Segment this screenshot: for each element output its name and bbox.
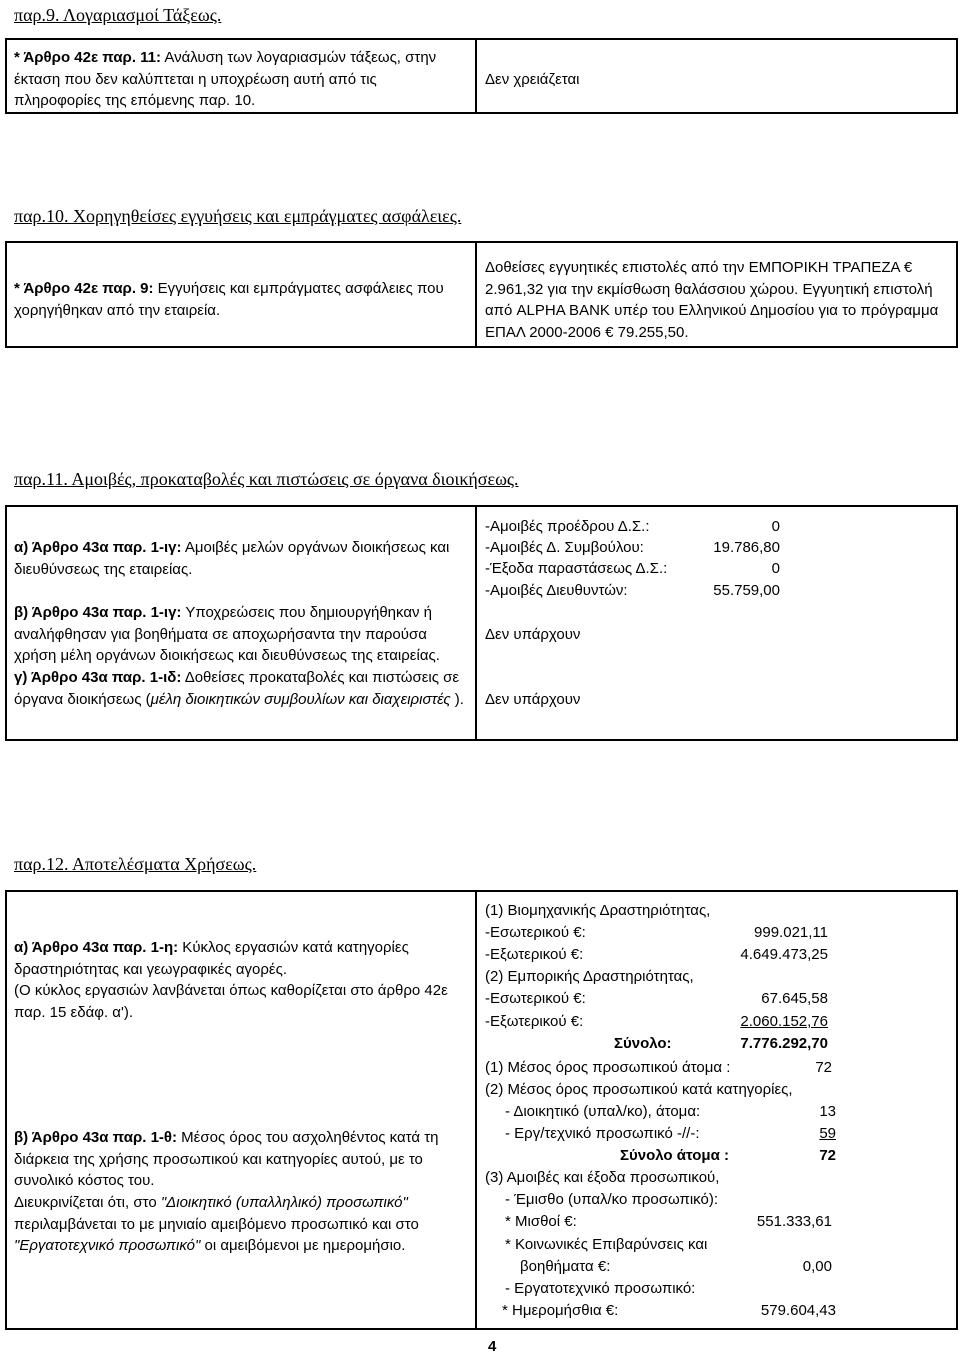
article-reference: β) Άρθρο 43α παρ. 1-θ: xyxy=(14,1129,178,1146)
staff-average-label: (1) Μέσος όρος προσωπικού άτομα : xyxy=(485,1059,731,1076)
staff-costs-title: (3) Αμοιβές και έξοδα προσωπικού, xyxy=(485,1169,720,1186)
turnover-total-value: 7.776.292,70 xyxy=(740,1035,828,1052)
cell-text: Κύκλος εργασιών κατά κατηγορίες δραστηριότητας και γεωγραφικές αγορές. xyxy=(14,939,409,978)
cell-text: ). xyxy=(450,690,464,708)
section-12-b-note xyxy=(14,1192,464,1257)
staff-social-value: 0,00 xyxy=(802,1258,832,1275)
cell-italic-text: μέλη διοικητικών συμβουλίων και διαχειριστές xyxy=(150,690,451,708)
staff-workers-label: - Εργ/τεχνικό προσωπικό -//-: xyxy=(505,1125,700,1142)
turnover-total-label: Σύνολο: xyxy=(614,1035,672,1052)
fee-row-label: -Αμοιβές Διευθυντών: xyxy=(485,582,628,599)
section-11-c-answer: Δεν υπάρχουν xyxy=(485,691,581,708)
article-reference: γ) Άρθρο 43α παρ. 1-ιδ: xyxy=(14,669,182,686)
turnover-label: -Εσωτερικού €: xyxy=(485,990,586,1007)
section-9-heading: παρ.9. Λογαριασμοί Τάξεως. xyxy=(14,5,222,25)
turnover-label: -Εξωτερικού €: xyxy=(485,1013,584,1030)
staff-social-label-cont: βοηθήματα €: xyxy=(520,1258,611,1275)
section-11-heading: παρ.11. Αμοιβές, προκαταβολές και πιστώσεις σε όργανα διοικήσεως. xyxy=(14,469,519,489)
section-10-right-cell: Δοθείσες εγγυητικές επιστολές από την ΕΜΠΟΡΙΚΗ ΤΡΑΠΕΖΑ € 2.961,32 για την εκμίσθωση θαλάσσιου χώρου. Εγγυητική επιστολή από ALPHA BANK υπέρ του Ελληνικού Δημοσίου για το πρόγραμμα ΕΠΑΛ 2000-2006 € 79.255,50. xyxy=(485,259,939,341)
turnover-label: -Εξωτερικού €: xyxy=(485,946,584,963)
page-number: 4 xyxy=(488,1338,497,1355)
fee-row-label: -Έξοδα παραστάσεως Δ.Σ.: xyxy=(485,560,668,577)
cell-text: Μέσος όρος του ασχοληθέντος κατά τη διάρκεια της χρήσης προσωπικού και κατηγορίες αυτού, με το συνολικό κόστος του. xyxy=(14,1129,439,1189)
column-divider xyxy=(475,507,477,739)
section-12-b-cell xyxy=(14,1127,464,1192)
turnover-value: 999.021,11 xyxy=(754,924,828,941)
fee-row-label: -Αμοιβές Δ. Συμβούλου: xyxy=(485,539,644,556)
staff-admin-value: 13 xyxy=(819,1103,836,1120)
article-reference: α) Άρθρο 43α παρ. 1-ιγ: xyxy=(14,539,182,556)
turnover-commercial-title: (2) Εμπορικής Δραστηριότητας, xyxy=(485,968,694,985)
article-reference: * Άρθρο 42ε παρ. 9: xyxy=(14,280,154,297)
cell-italic-text: "Εργατοτεχνικό προσωπικό" xyxy=(14,1237,201,1254)
article-reference: β) Άρθρο 43α παρ. 1-ιγ: xyxy=(14,604,182,621)
article-reference: α) Άρθρο 43α παρ. 1-η: xyxy=(14,939,179,956)
section-12-a-note: (Ο κύκλος εργασιών λανβάνεται όπως καθορίζεται στο άρθρο 42ε παρ. 15 εδάφ. α'). xyxy=(14,982,448,1021)
cell-text: περιλαμβάνεται το με μηνιαίο αμειβόμενο προσωπικό και στο xyxy=(14,1215,419,1233)
turnover-value: 67.645,58 xyxy=(761,990,828,1007)
staff-wages-label: * Ημερομήσθια €: xyxy=(502,1302,619,1319)
fee-row-label: -Αμοιβές προέδρου Δ.Σ.: xyxy=(485,518,650,535)
section-11-b-answer: Δεν υπάρχουν xyxy=(485,626,581,643)
staff-social-label: * Κοινωνικές Επιβαρύνσεις και xyxy=(505,1236,708,1253)
turnover-industrial-title: (1) Βιομηχανικής Δραστηριότητας, xyxy=(485,902,711,919)
fee-row-value: 0 xyxy=(771,518,780,535)
cell-text: Ανάλυση των λογαριασμών τάξεως, στην έκταση που δεν καλύπτεται η υποχρέωση αυτή από τις πληροφορίες της επόμενης παρ. 10. xyxy=(14,49,437,109)
section-11-b-cell xyxy=(14,602,464,667)
turnover-value: 2.060.152,76 xyxy=(740,1013,828,1030)
section-12-a-cell xyxy=(14,937,464,980)
section-11-a-cell xyxy=(14,537,464,580)
cell-text: Εγγυήσεις και εμπράγματες ασφάλειες που χορηγήθηκαν από την εταιρεία. xyxy=(14,280,444,319)
cell-text: Αμοιβές μελών οργάνων διοικήσεως και διευθύνσεως της εταιρείας. xyxy=(14,539,450,578)
section-10-left-cell xyxy=(14,278,464,321)
column-divider xyxy=(475,892,477,1328)
cell-italic-text: "Διοικητικό (υπαλληλικό) προσωπικό" xyxy=(160,1194,408,1211)
cell-text: οι αμειβόμενοι με ημερομήσιο. xyxy=(200,1237,406,1254)
staff-categories-title: (2) Μέσος όρος προσωπικού κατά κατηγορίες, xyxy=(485,1081,793,1098)
staff-total-value: 72 xyxy=(819,1147,836,1164)
fee-row-value: 19.786,80 xyxy=(713,539,780,556)
section-12-heading: παρ.12. Αποτελέσματα Χρήσεως. xyxy=(14,854,257,874)
section-11-c-cell xyxy=(14,667,464,710)
turnover-value: 4.649.473,25 xyxy=(740,946,828,963)
section-9-right-cell: Δεν χρειάζεται xyxy=(485,71,580,88)
column-divider xyxy=(475,243,477,346)
staff-workers-cost-title: - Εργατοτεχνικό προσωπικό: xyxy=(505,1280,696,1297)
section-9-left-cell xyxy=(14,47,464,112)
fee-row-value: 0 xyxy=(771,560,780,577)
staff-total-label: Σύνολο άτομα : xyxy=(620,1147,729,1164)
staff-admin-label: - Διοικητικό (υπαλ/κο), άτομα: xyxy=(505,1103,701,1120)
staff-salaries-value: 551.333,61 xyxy=(756,1213,832,1230)
turnover-label: -Εσωτερικού €: xyxy=(485,924,586,941)
fee-row-value: 55.759,00 xyxy=(713,582,780,599)
staff-average-value: 72 xyxy=(815,1059,832,1076)
staff-wages-value: 579.604,43 xyxy=(760,1302,836,1319)
staff-salaried-title: - Έμισθο (υπαλ/κο προσωπικό): xyxy=(505,1191,718,1208)
column-divider xyxy=(475,40,477,112)
article-reference: * Άρθρο 42ε παρ. 11: xyxy=(14,49,162,66)
cell-text: Δοθείσες προκαταβολές και πιστώσεις σε όργανα διοικήσεως ( xyxy=(14,669,460,708)
staff-workers-value: 59 xyxy=(819,1125,836,1142)
cell-text: Υποχρεώσεις που δημιουργήθηκαν ή αναλήφθησαν για βοηθήματα σε αποχωρήσαντα την παρούσα χρήση μέλη οργάνων διοικήσεως και διευθύνσεως της εταιρείας. xyxy=(14,604,440,664)
section-10-heading: παρ.10. Χορηγηθείσες εγγυήσεις και εμπράγματες ασφάλειες. xyxy=(14,206,462,226)
cell-text: Διευκρινίζεται ότι, στο xyxy=(14,1194,161,1211)
staff-salaries-label: * Μισθοί €: xyxy=(505,1213,577,1230)
